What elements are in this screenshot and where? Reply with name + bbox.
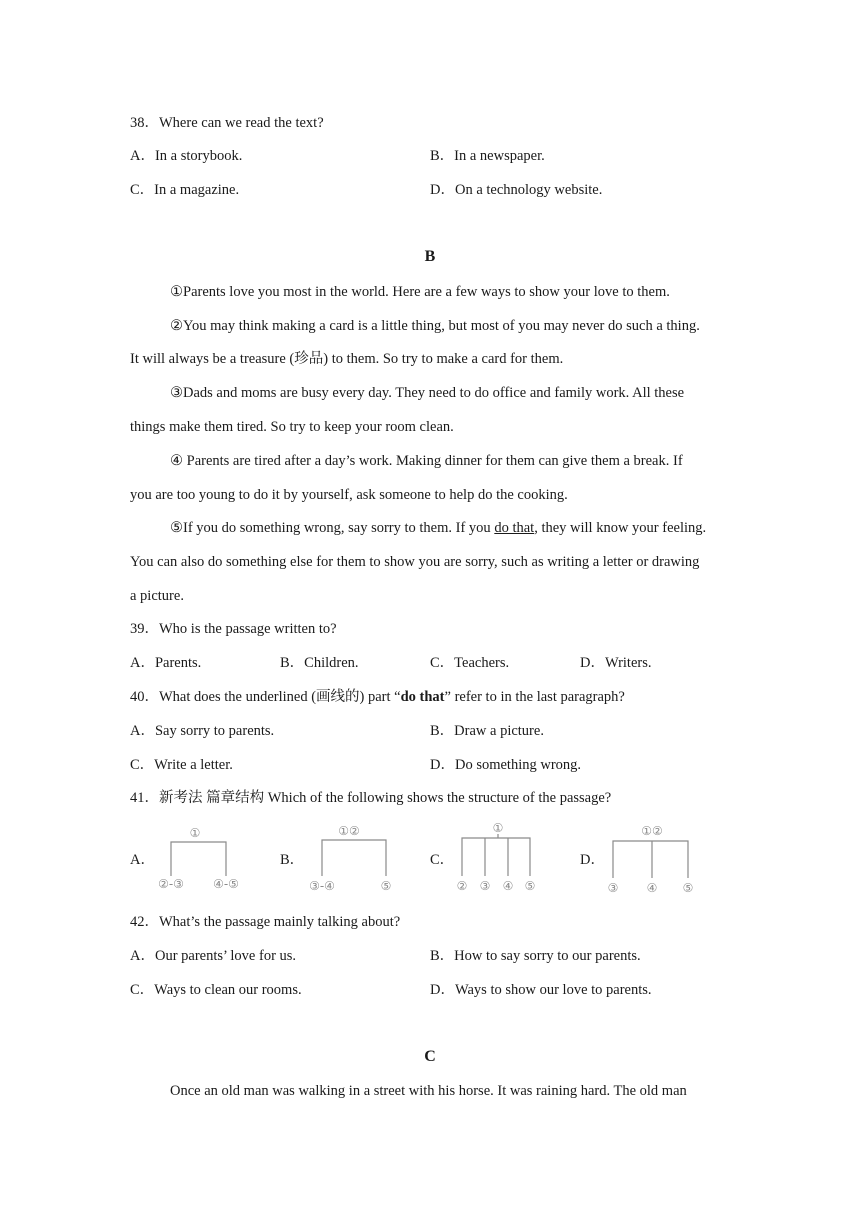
diagram-d-top-label: ①② — [641, 824, 663, 838]
q41-option-a-label: A． — [130, 852, 155, 868]
passage-b-para-3-line-1: ③Dads and moms are busy every day. They need to do office and family work. All these — [170, 385, 685, 401]
diagram-d-branch-1: ③ — [607, 881, 619, 895]
diagram-b-top-label: ①② — [338, 824, 360, 838]
section-b-heading: B — [424, 248, 436, 265]
q41-option-d-label: D． — [580, 852, 605, 868]
passage-b-para-4-line-2: you are too young to do it by yourself, ask someone to help do the cooking. — [130, 487, 568, 503]
diagram-b-connector — [322, 840, 386, 876]
diagram-d-connector — [613, 841, 688, 878]
q42-option-a: A．Our parents’ love for us. — [130, 948, 297, 964]
diagram-b-left-label: ③-④ — [309, 879, 335, 893]
diagram-b-right-label: ⑤ — [380, 879, 392, 893]
passage-b-para-2-line-2: It will always be a treasure (珍品) to them. So try to make a card for them. — [130, 351, 564, 367]
para-5-text-start: ⑤If you do something wrong, say sorry to them. If you — [170, 520, 495, 536]
passage-b-para-3-line-2: things make them tired. So try to keep your room clean. — [130, 419, 454, 435]
q41-question: 41．新考法 篇章结构 Which of the following shows the structure of the passage? — [130, 790, 612, 806]
diagram-c-top-label: ① — [492, 821, 504, 835]
q40-option-c: C．Write a letter. — [130, 757, 233, 773]
passage-c-para-1-line-1: Once an old man was walking in a street with his horse. It was raining hard. The old man — [170, 1083, 687, 1099]
q39-option-b: B．Children. — [280, 655, 359, 671]
q40-option-b: B．Draw a picture. — [430, 723, 544, 739]
diagram-c-branch-3: ④ — [502, 879, 514, 893]
q39-question: 39．Who is the passage written to? — [130, 621, 337, 637]
q41-option-c-label: C． — [430, 852, 455, 868]
passage-b-para-5-line-2: You can also do something else for them to show you are sorry, such as writing a letter or drawing — [130, 554, 700, 570]
q40-question — [130, 688, 625, 706]
passage-b-para-5-line-1 — [170, 519, 706, 537]
structure-diagram-d — [600, 818, 700, 898]
structure-diagram-a — [150, 820, 250, 896]
structure-diagram-b — [300, 818, 400, 896]
q38-option-c: C．In a magazine. — [130, 182, 240, 198]
diagram-c-branch-1: ② — [456, 879, 468, 893]
q42-question: 42．What’s the passage mainly talking about? — [130, 914, 401, 930]
q42-option-b: B．How to say sorry to our parents. — [430, 948, 641, 964]
diagram-d-branch-2: ④ — [646, 881, 658, 895]
diagram-a-top-label: ① — [189, 826, 201, 840]
q42-option-d: D．Ways to show our love to parents. — [430, 982, 652, 998]
diagram-c-connector — [462, 834, 530, 876]
q41-option-b-label: B． — [280, 852, 305, 868]
q39-option-c: C．Teachers. — [430, 655, 510, 671]
q40-question-end: ” refer to in the last paragraph? — [444, 689, 625, 705]
q40-option-a: A．Say sorry to parents. — [130, 723, 275, 739]
para-5-text-end: , they will know your feeling. — [534, 520, 707, 536]
section-c-heading: C — [424, 1048, 436, 1065]
q42-option-c: C．Ways to clean our rooms. — [130, 982, 302, 998]
q39-option-a: A．Parents. — [130, 655, 202, 671]
diagram-c-branch-4: ⑤ — [524, 879, 536, 893]
q38-option-d: D．On a technology website. — [430, 182, 603, 198]
q38-option-a: A．In a storybook. — [130, 148, 243, 164]
q38-option-b: B．In a newspaper. — [430, 148, 545, 164]
diagram-c-branch-2: ③ — [479, 879, 491, 893]
q38-question: 38．Where can we read the text? — [130, 115, 324, 131]
q40-option-d: D．Do something wrong. — [430, 757, 582, 773]
passage-b-para-1: ①Parents love you most in the world. Here are a few ways to show your love to them. — [170, 284, 670, 300]
diagram-a-left-label: ②-③ — [158, 877, 184, 891]
passage-b-para-2-line-1: ②You may think making a card is a little thing, but most of you may never do such a thing. — [170, 318, 700, 334]
q40-question-bold: do that — [400, 689, 445, 705]
diagram-a-connector — [171, 842, 226, 876]
diagram-d-branch-3: ⑤ — [682, 881, 694, 895]
structure-diagram-c — [450, 816, 550, 896]
passage-b-para-4-line-1: ④ Parents are tired after a day’s work. Making dinner for them can give them a break. If — [170, 453, 683, 469]
underlined-do-that: do that — [494, 520, 535, 536]
q40-question-start: 40．What does the underlined (画线的) part “ — [130, 689, 401, 705]
diagram-a-right-label: ④-⑤ — [213, 877, 239, 891]
q39-option-d: D．Writers. — [580, 655, 652, 671]
passage-b-para-5-line-3: a picture. — [130, 588, 184, 604]
